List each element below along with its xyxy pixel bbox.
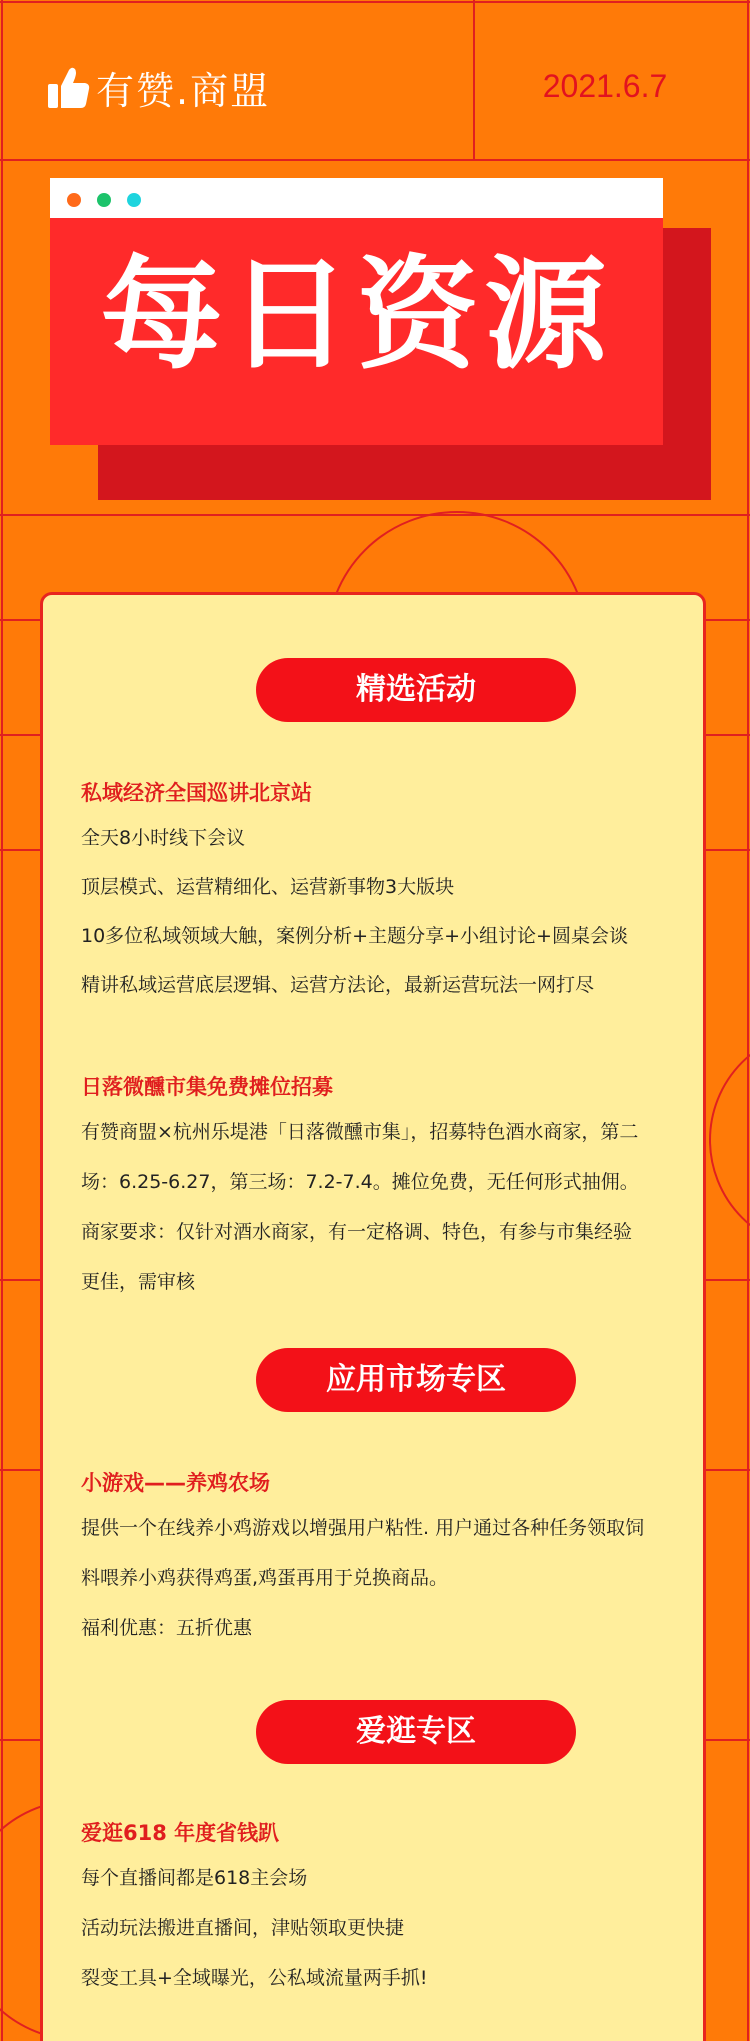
item-title: 私域经济全国巡讲北京站 (81, 781, 312, 805)
item-line: 场：6.25-6.27，第三场：7.2-7.4。摊位免费，无任何形式抽佣。 (81, 1171, 639, 1193)
item-line: 更佳，需审核 (81, 1271, 196, 1293)
item-title: 日落微醺市集免费摊位招募 (81, 1075, 333, 1099)
item-line: 裂变工具+全域曝光，公私域流量两手抓! (81, 1967, 428, 1989)
item-line: 提供一个在线养小鸡游戏以增强用户粘性. 用户通过各种任务领取饲 (81, 1517, 645, 1539)
item-line: 精讲私域运营底层逻辑、运营方法论，最新运营玩法一网打尽 (81, 974, 595, 996)
section-heading: 精选活动 (256, 658, 576, 722)
item-title: 爱逛618 年度省钱趴 (81, 1821, 280, 1845)
item-line: 每个直播间都是618主会场 (81, 1867, 308, 1889)
hero-title: 每日资源 (100, 244, 613, 386)
window-dot-green (97, 193, 111, 207)
item-line: 10多位私域领域大触，案例分析+主题分享+小组讨论+圆桌会谈 (81, 925, 628, 947)
item-line: 料喂养小鸡获得鸡蛋,鸡蛋再用于兑换商品。 (81, 1567, 449, 1589)
item-line: 顶层模式、运营精细化、运营新事物3大版块 (81, 876, 455, 898)
hero-window-bar (50, 178, 663, 218)
item-line: 商家要求：仅针对酒水商家，有一定格调、特色，有参与市集经验 (81, 1221, 633, 1243)
window-dot-cyan (127, 193, 141, 207)
section-heading: 爱逛专区 (256, 1700, 576, 1764)
item-line: 有赞商盟×杭州乐堤港「日落微醺市集」，招募特色酒水商家，第二 (81, 1121, 639, 1143)
item-line: 活动玩法搬进直播间，津贴领取更快捷 (81, 1917, 405, 1939)
window-dot-orange (67, 193, 81, 207)
brand-name: 有赞.商盟 (96, 69, 271, 113)
item-line: 全天8小时线下会议 (81, 827, 246, 849)
issue-date: 2021.6.7 (542, 68, 668, 104)
section-heading: 应用市场专区 (256, 1348, 576, 1412)
content-card (40, 592, 706, 2041)
item-title: 小游戏——养鸡农场 (81, 1471, 270, 1495)
brand-logo (48, 60, 270, 115)
thumbs-up-icon (48, 66, 90, 110)
item-line: 福利优惠：五折优惠 (81, 1617, 253, 1639)
header (0, 0, 750, 160)
